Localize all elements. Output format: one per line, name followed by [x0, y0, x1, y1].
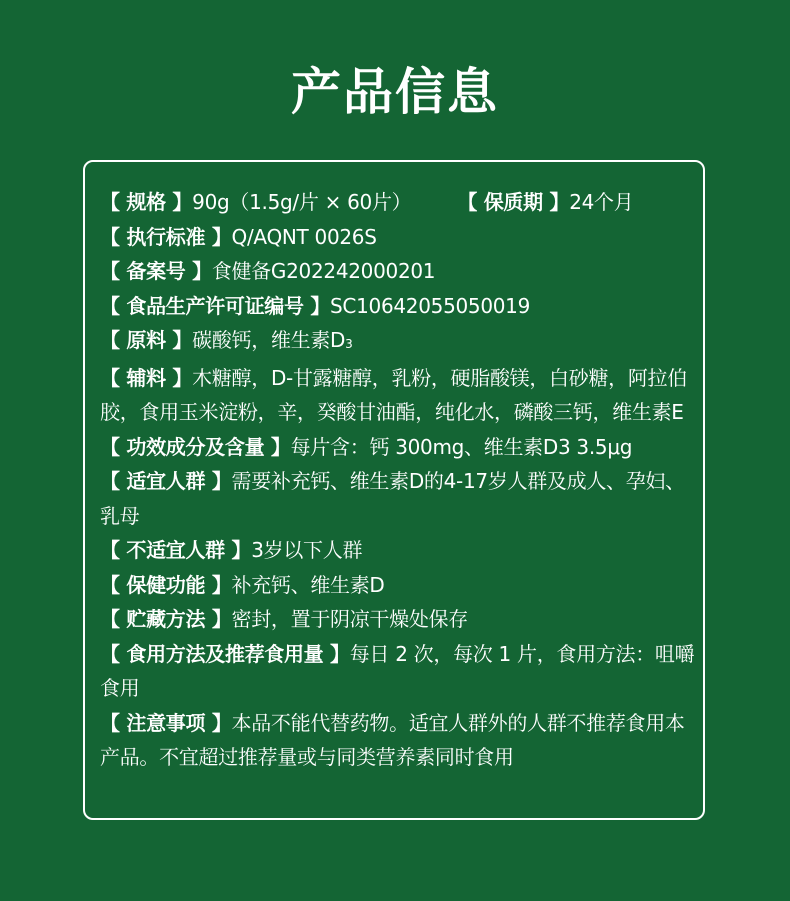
storage-value: 密封，置于阴凉干燥处保存	[231, 607, 468, 631]
standard-row	[100, 220, 696, 255]
filing-row	[100, 254, 696, 289]
unsuitable-value: 3岁以下人群	[251, 538, 363, 562]
shelf-life-value: 24个月	[569, 190, 634, 214]
raw-materials-row	[100, 323, 696, 361]
raw-materials-label: 【 原料 】	[100, 328, 193, 352]
excipients-row	[100, 361, 696, 430]
storage-row	[100, 602, 696, 637]
function-value: 补充钙、维生素D	[231, 572, 385, 597]
notice-value: 本品不能代替药物。适宜人群外的人群不推荐食用本产品。不宜超过推荐量或与同类营养素同时食用	[100, 710, 685, 769]
storage-label: 【 贮藏方法 】	[100, 607, 232, 631]
spec-value: 90g（1.5g/片 × 60片）	[192, 190, 412, 214]
license-row	[100, 289, 696, 324]
usage-label: 【 食用方法及推荐食用量 】	[100, 641, 350, 666]
standard-value: Q/AQNT 0026S	[231, 224, 377, 249]
notice-row	[100, 706, 696, 775]
excipients-label: 【 辅料 】	[100, 365, 193, 390]
usage-value: 每日 2 次，每次 1 片，食用方法：咀嚼食用	[100, 641, 695, 700]
raw-materials-subscript: 3	[345, 337, 353, 351]
license-value: SC10642055050019	[330, 293, 531, 318]
unsuitable-label: 【 不适宜人群 】	[100, 538, 252, 562]
spec-row	[100, 185, 696, 220]
notice-label: 【 注意事项 】	[100, 710, 232, 735]
function-row	[100, 568, 696, 603]
raw-materials-value: 碳酸钙，维生素D	[192, 328, 346, 352]
unsuitable-row	[100, 533, 696, 568]
product-info-list	[100, 185, 696, 775]
usage-row	[100, 637, 696, 706]
suitable-value: 需要补充钙、维生素D的4-17岁人群及成人、孕妇、乳母	[100, 469, 685, 528]
shelf-life-label: 【 保质期 】	[457, 190, 570, 214]
ingredients-label: 【 功效成分及含量 】	[100, 434, 291, 459]
standard-label: 【 执行标准 】	[100, 224, 232, 249]
ingredients-value: 每片含：钙 300mg、维生素D3 3.5μg	[290, 434, 633, 459]
excipients-value: 木糖醇，D-甘露糖醇，乳粉，硬脂酸镁，白砂糖，阿拉伯胶，食用玉米淀粉，辛，癸酸甘油酯，纯化水，磷酸三钙，维生素E	[100, 365, 687, 424]
filing-value: 食健备G202242000201	[211, 259, 436, 283]
spec-label: 【 规格 】	[100, 190, 193, 214]
ingredients-row	[100, 430, 696, 465]
function-label: 【 保健功能 】	[100, 572, 232, 597]
suitable-label: 【 适宜人群 】	[100, 469, 232, 493]
suitable-row	[100, 464, 696, 533]
filing-label: 【 备案号 】	[100, 259, 212, 283]
license-label: 【 食品生产许可证编号 】	[100, 293, 331, 318]
product-info-card	[83, 160, 705, 820]
page-title: 产品信息	[291, 63, 499, 121]
